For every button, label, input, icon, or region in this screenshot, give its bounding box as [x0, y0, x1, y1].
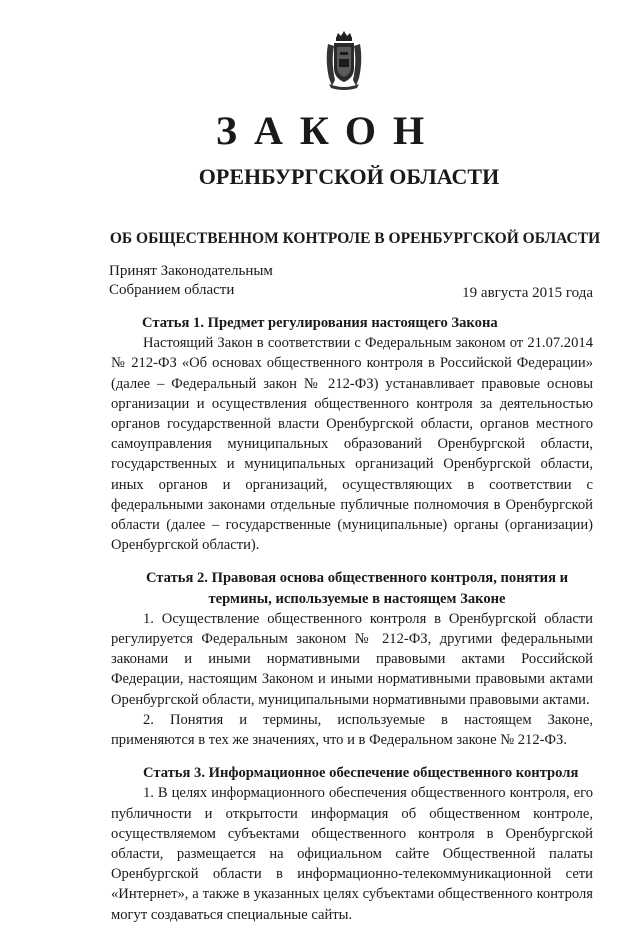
article-1-paragraph: Настоящий Закон в соответствии с Федеральным законом от 21.07.2014 № 212-ФЗ «Об основах общественного контроля в Российской Федерации» (далее – Федеральный закон № 212-ФЗ) устанавливает правовые основы организации и осуществления общественного контроля за деятельностью органов государственной власти Оренбургской области, органов местного самоуправления муниципальных образований Оренбургской области, государственных и муниципальных организаций Оренбургской области, иных органов и организаций, осуществляющих в соответствии с федеральными законами отдельные публичные полномочия в Оренбургской области (далее – государственные (муниципальные) органы (организации) Оренбургской области).	[111, 335, 593, 554]
adoption-line-1: Принят Законодательным	[109, 263, 273, 279]
article-2-paragraph-2: 2. Понятия и термины, используемые в настоящем Законе, применяются в тех же значениях, что и в Федеральном законе № 212-ФЗ.	[111, 711, 593, 749]
region-title: ОРЕНБУРГСКОЙ ОБЛАСТИ	[198, 164, 500, 189]
law-body	[111, 313, 593, 925]
adoption-line-2: Собранием области	[109, 282, 235, 298]
article-3-paragraph-1: 1. В целях информационного обеспечения общественного контроля, его публичности и открытости информация об общественном контроле, осуществляемом субъектами общественного контроля в Оренбургской области, размещается на официальном сайте Общественной палаты Оренбургской области в информационно-телекоммуникационной сети «Интернет», а также в указанных целях субъектами общественного контроля могут создаваться специальные сайты.	[111, 785, 593, 923]
article-3-heading: Статья 3. Информационное обеспечение общественного контроля	[143, 765, 579, 782]
law-name: ОБ ОБЩЕСТВЕННОМ КОНТРОЛЕ В ОРЕНБУРГСКОЙ ОБЛАСТИ	[109, 230, 601, 247]
adoption-note	[109, 262, 273, 300]
article-2-paragraph-1: 1. Осуществление общественного контроля в Оренбургской области регулируется Федеральным законом № 212-ФЗ, другими федеральными законами и иными нормативными правовыми актами Российской Федерации, настоящим Законом и иными нормативными правовыми актами Оренбургской области, муниципальными нормативными правовыми актами.	[111, 610, 593, 708]
coat-of-arms-icon	[323, 30, 365, 90]
document-title: ЗАКОН	[215, 108, 442, 153]
adoption-date: 19 августа 2015 года	[462, 285, 593, 301]
article-1-heading: Статья 1. Предмет регулирования настоящего Закона	[142, 315, 498, 331]
article-2-heading: Статья 2. Правовая основа общественного контроля, понятия и термины, используемые в настоящем Законе	[145, 570, 569, 607]
